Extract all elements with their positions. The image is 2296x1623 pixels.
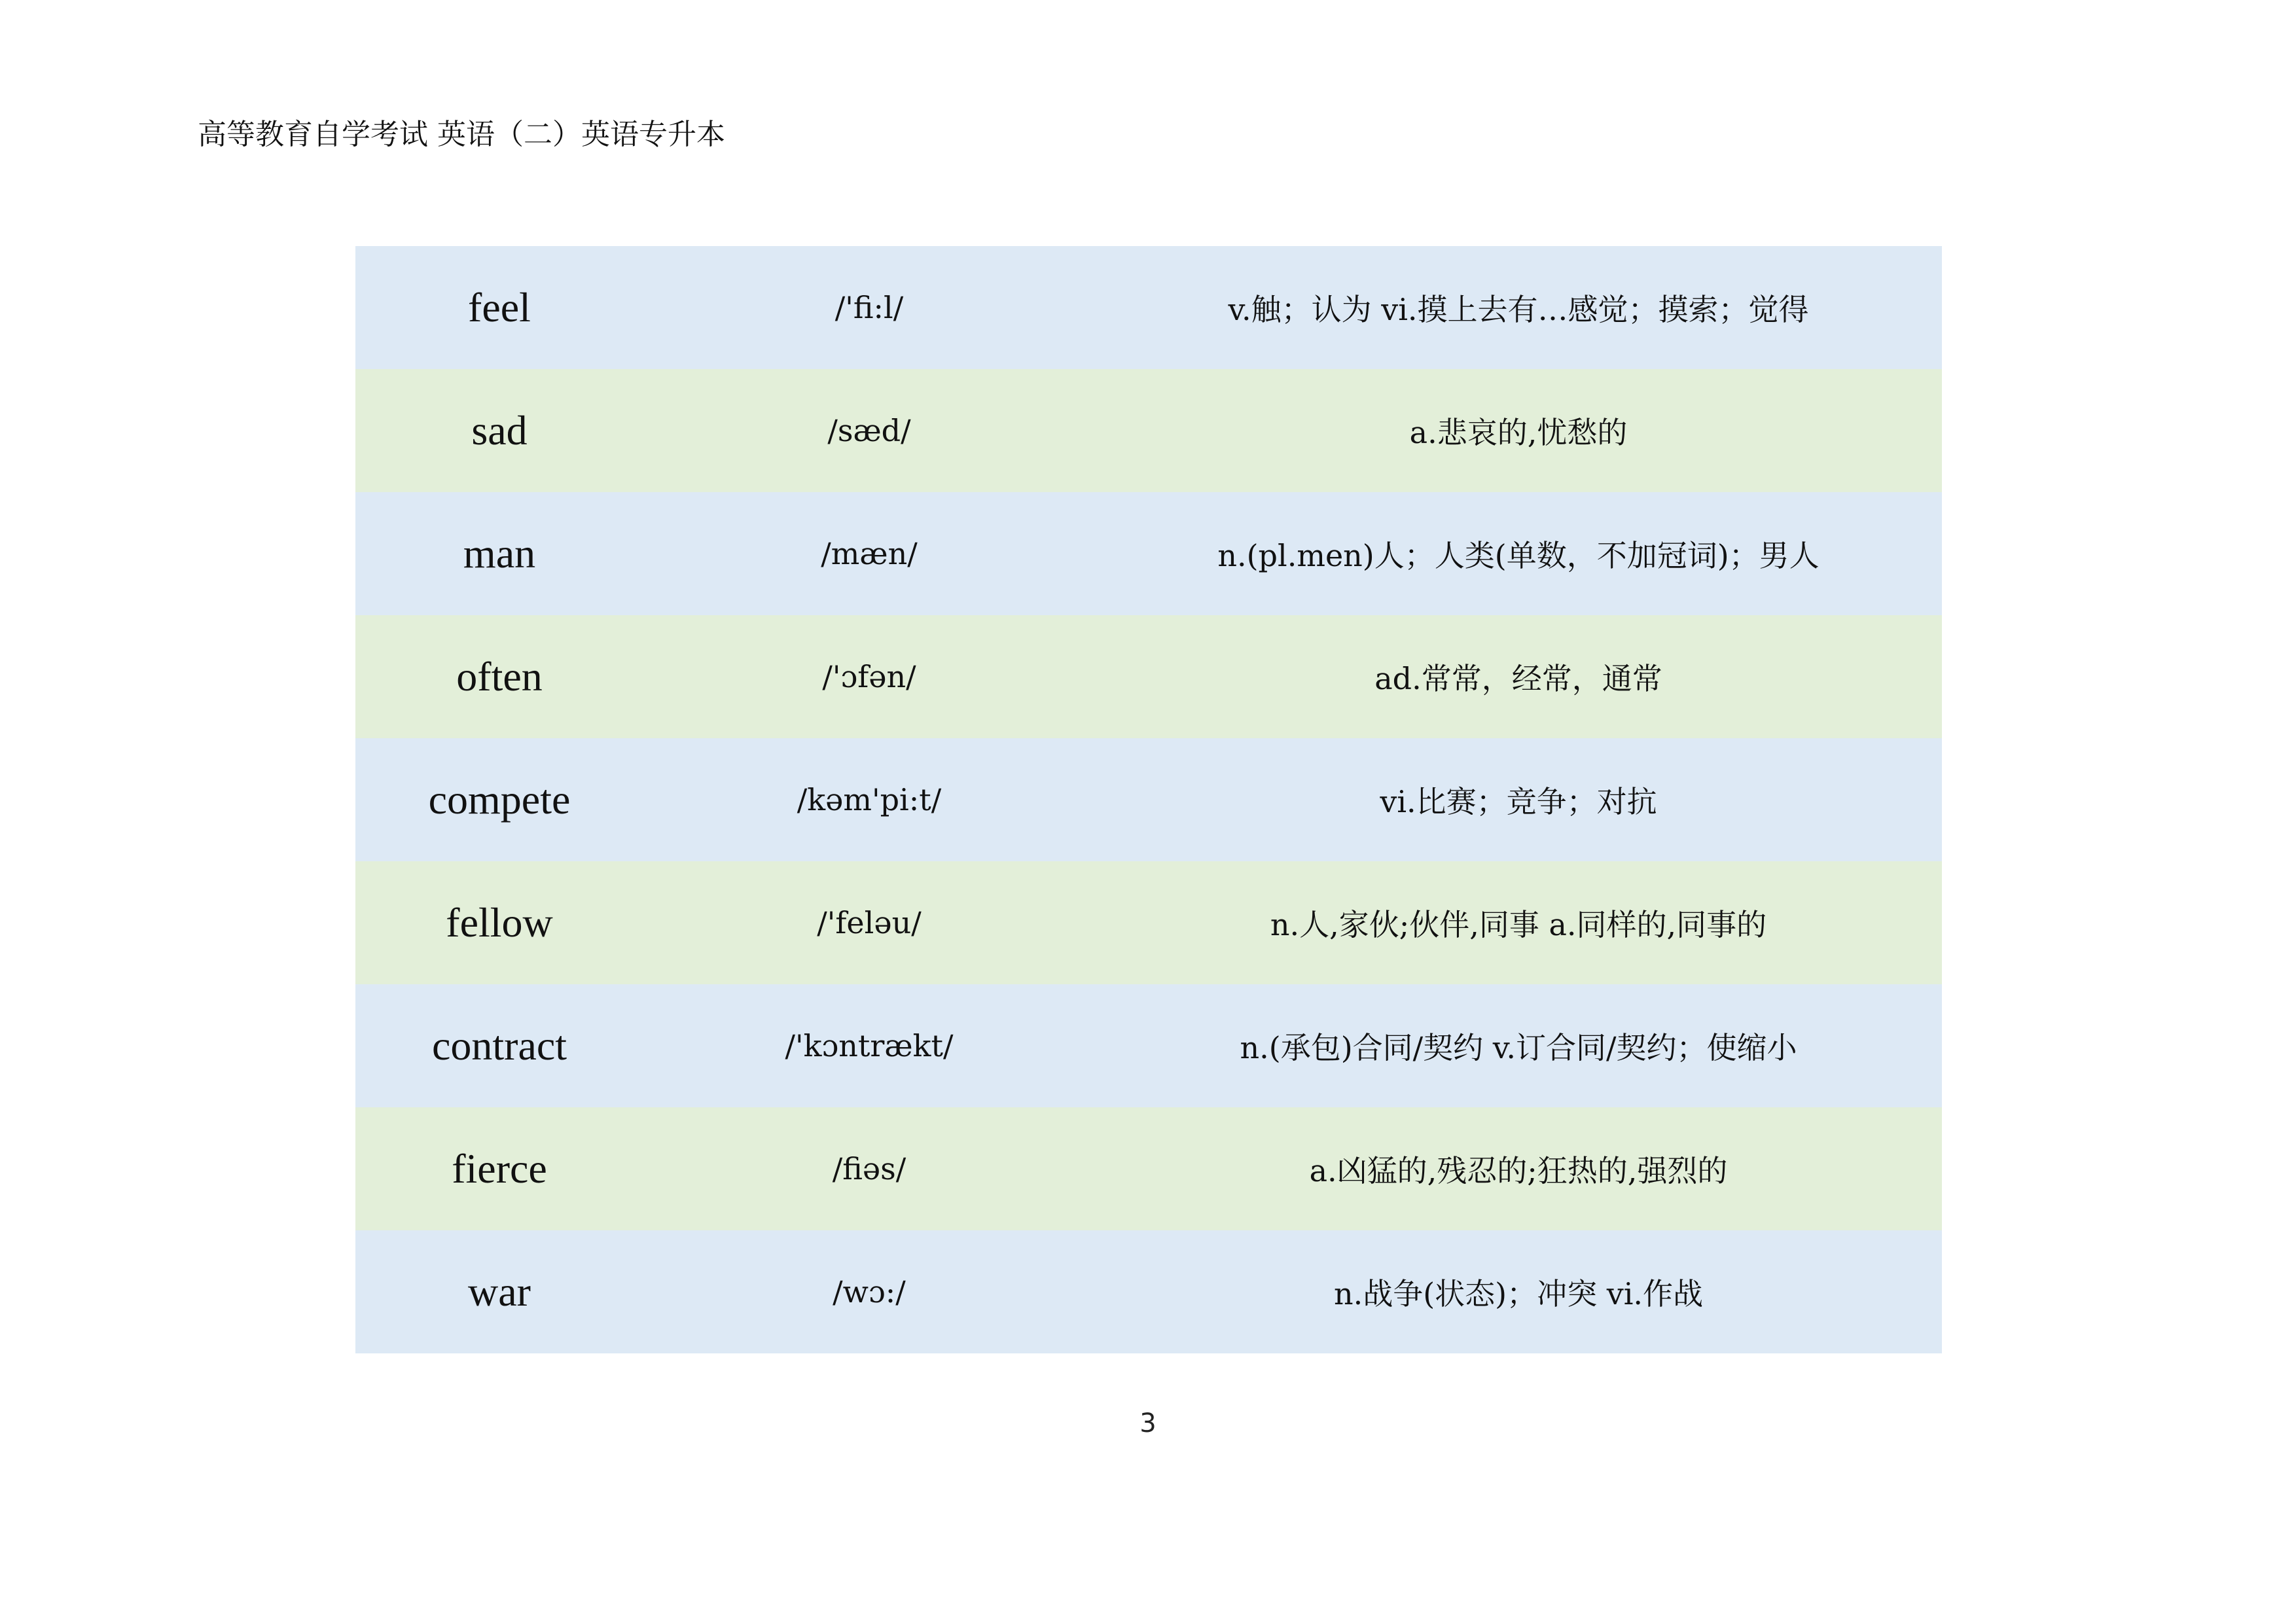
meaning-cell: a.悲哀的,忧愁的	[1409, 415, 1628, 450]
meaning-cell: n.战争(状态)；冲突 vi.作战	[1333, 1276, 1704, 1311]
phonetic-cell: /fiəs/	[832, 1151, 906, 1186]
page-header: 高等教育自学考试 英语（二）英语专升本	[198, 118, 725, 151]
table-row	[355, 1230, 1942, 1353]
table-row	[355, 492, 1942, 615]
word-cell: war	[468, 1268, 531, 1315]
meaning-cell: n.(pl.men)人；人类(单数，不加冠词)；男人	[1217, 538, 1820, 573]
word-cell: feel	[468, 284, 531, 330]
meaning-cell: ad.常常，经常，通常	[1374, 661, 1662, 696]
word-cell: fierce	[452, 1145, 547, 1192]
word-cell: fellow	[446, 899, 553, 946]
table-row	[355, 246, 1942, 369]
phonetic-cell: /sæd/	[827, 413, 911, 448]
meaning-cell: a.凶猛的,残忍的;狂热的,强烈的	[1309, 1153, 1728, 1188]
phonetic-cell: /mæn/	[821, 536, 918, 571]
meaning-cell: v.触；认为 vi.摸上去有…感觉；摸索；觉得	[1228, 292, 1809, 327]
table-row	[355, 861, 1942, 984]
word-cell: compete	[428, 776, 571, 823]
meaning-cell: vi.比赛；竞争；对抗	[1380, 784, 1657, 819]
word-cell: often	[456, 653, 543, 700]
table-row	[355, 738, 1942, 861]
table-row	[355, 369, 1942, 492]
vocabulary-table	[355, 246, 1942, 1353]
word-cell: man	[463, 530, 536, 577]
table-row	[355, 984, 1942, 1107]
phonetic-cell: /'kɔntrækt/	[785, 1028, 954, 1063]
table-row	[355, 1107, 1942, 1230]
word-cell: sad	[471, 407, 528, 454]
meaning-cell: n.人,家伙;伙伴,同事 a.同样的,同事的	[1270, 907, 1767, 942]
phonetic-cell: /'fi:l/	[834, 290, 904, 325]
phonetic-cell: /kəm'pi:t/	[797, 782, 942, 817]
word-cell: contract	[431, 1022, 567, 1069]
table-row	[355, 615, 1942, 738]
meaning-cell: n.(承包)合同/契约 v.订合同/契约；使缩小	[1240, 1030, 1797, 1065]
phonetic-cell: /'feləu/	[817, 905, 922, 940]
phonetic-cell: /wɔ:/	[833, 1274, 906, 1310]
phonetic-cell: /'ɔfən/	[822, 659, 916, 694]
page-number: 3	[1139, 1408, 1157, 1438]
